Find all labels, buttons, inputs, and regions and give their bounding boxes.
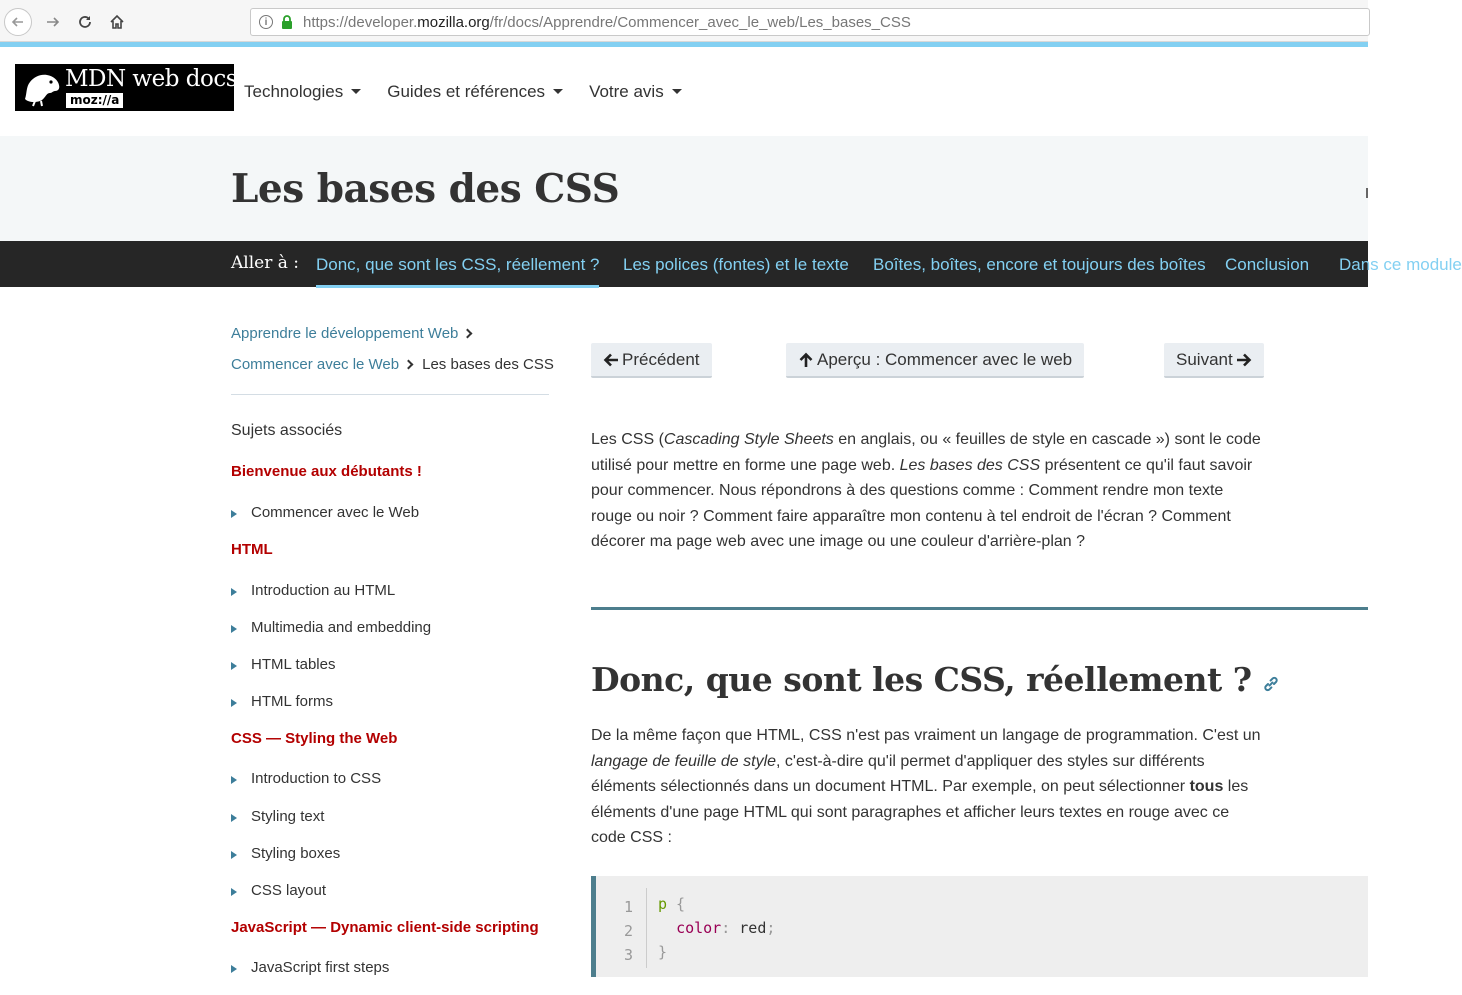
previous-button[interactable]: Précédent <box>591 343 712 378</box>
arrow-up-icon <box>798 352 814 368</box>
code-line-numbers: 1 2 3 <box>624 898 634 964</box>
jump-link-fonts[interactable]: Les polices (fontes) et le texte <box>623 255 849 274</box>
site-header <box>0 47 1368 136</box>
triangle-right-icon <box>231 776 237 784</box>
sidebar-item-css-layout[interactable]: CSS layout <box>231 882 326 899</box>
lock-icon[interactable] <box>281 15 293 29</box>
sidebar-divider <box>231 394 549 395</box>
breadcrumb <box>231 325 481 342</box>
triangle-right-icon <box>231 625 237 633</box>
breadcrumb-learn[interactable]: Apprendre le développement Web <box>231 325 459 342</box>
triangle-right-icon <box>231 699 237 707</box>
mozilla-wordmark: moz://a <box>66 93 123 108</box>
code-block <box>591 876 1368 977</box>
sidebar-section-beginners[interactable]: Bienvenue aux débutants ! <box>231 463 422 480</box>
body-paragraph: De la même façon que HTML, CSS n'est pas vraiment un langage de programmation. C'est un langage de feuille de style, c'est-à-dire qu'il permet d'appliquer des styles sur différents éléments sélectionnés dans un document HTML. Par exemple, on peut sélectionner tous les éléments d'une page HTML qui sont paragraphes et afficher leurs textes en rouge avec ce code CSS : <box>591 727 1261 847</box>
breadcrumb-row-2 <box>231 356 554 373</box>
overview-button[interactable]: Aperçu : Commencer avec le web <box>786 343 1084 378</box>
sidebar-item-intro-css[interactable]: Introduction to CSS <box>231 770 381 787</box>
browser-toolbar <box>0 0 1368 42</box>
jump-link-conclusion[interactable]: Conclusion <box>1225 255 1310 274</box>
home-icon[interactable] <box>102 7 132 37</box>
nav-technologies[interactable]: Technologies <box>244 82 361 102</box>
nav-guides[interactable]: Guides et références <box>387 82 563 102</box>
page-title: Les bases des CSS <box>231 166 620 212</box>
chevron-right-icon <box>404 360 414 370</box>
sidebar-section-css[interactable]: CSS — Styling the Web <box>231 730 398 747</box>
info-icon[interactable]: i <box>259 15 273 29</box>
url-text: https://developer.mozilla.org/fr/docs/Apprendre/Commencer_avec_le_web/Les_bases_CSS <box>303 13 911 31</box>
jump-bar <box>0 241 1462 287</box>
sidebar-item-multimedia[interactable]: Multimedia and embedding <box>231 619 431 636</box>
jump-label: Aller à : <box>231 253 300 273</box>
sidebar-item-getting-started[interactable]: Commencer avec le Web <box>231 504 419 521</box>
triangle-right-icon <box>231 510 237 518</box>
sidebar-item-html-tables[interactable]: HTML tables <box>231 656 335 673</box>
triangle-right-icon <box>231 888 237 896</box>
intro-paragraph: Les CSS (Cascading Style Sheets en anglais, ou « feuilles de style en cascade ») sont le code utilisé pour mettre en forme une page web. Les bases des CSS présentent ce qu'il faut savoir pour commencer. Nous répondrons à des questions comme : Comment rendre mon texte rouge ou noir ? Comment faire apparaître mon contenu à tel endroit de l'écran ? Comment décorer ma page web avec une image ou une couleur d'arrière-plan ? <box>591 431 1261 551</box>
jump-link-what-is-css[interactable]: Donc, que sont les CSS, réellement ? <box>316 255 599 288</box>
sidebar-item-styling-boxes[interactable]: Styling boxes <box>231 845 340 862</box>
breadcrumb-current: Les bases des CSS <box>422 356 554 373</box>
reload-icon[interactable] <box>70 7 100 37</box>
triangle-right-icon <box>231 814 237 822</box>
main-nav <box>244 82 708 102</box>
section-heading: Donc, que sont les CSS, réellement ? <box>591 660 1280 699</box>
section-divider <box>591 607 1368 610</box>
title-band <box>0 136 1368 241</box>
code-gutter-divider <box>646 888 647 968</box>
address-bar[interactable] <box>250 8 1370 36</box>
jump-link-boxes[interactable]: Boîtes, boîtes, encore et toujours des boîtes <box>873 255 1206 274</box>
triangle-right-icon <box>231 588 237 596</box>
jump-link-module[interactable]: Dans ce module <box>1339 255 1462 274</box>
back-arrow-icon[interactable] <box>4 8 32 36</box>
triangle-right-icon <box>231 965 237 973</box>
arrow-left-icon <box>603 352 619 368</box>
caret-down-icon <box>351 89 361 94</box>
sidebar-item-styling-text[interactable]: Styling text <box>231 808 324 825</box>
dinosaur-icon <box>21 69 63 107</box>
related-topics-title: Sujets associés <box>231 422 343 439</box>
forward-arrow-icon[interactable] <box>38 7 68 37</box>
permalink-icon[interactable] <box>1262 675 1280 693</box>
triangle-right-icon <box>231 662 237 670</box>
nav-feedback[interactable]: Votre avis <box>589 82 682 102</box>
code-content: p { color: red; } <box>658 895 776 961</box>
breadcrumb-getting-started[interactable]: Commencer avec le Web <box>231 356 400 373</box>
caret-down-icon <box>672 89 682 94</box>
sidebar-item-js-first-steps[interactable]: JavaScript first steps <box>231 959 389 976</box>
sidebar-section-html[interactable]: HTML <box>231 541 273 558</box>
next-button[interactable]: Suivant <box>1164 343 1264 378</box>
arrow-right-icon <box>1236 352 1252 368</box>
logo-text: MDN web docs <box>65 66 238 92</box>
caret-down-icon <box>553 89 563 94</box>
toolbar-edge <box>1366 188 1368 198</box>
sidebar-item-html-forms[interactable]: HTML forms <box>231 693 333 710</box>
chevron-right-icon <box>463 329 473 339</box>
sidebar-item-intro-html[interactable]: Introduction au HTML <box>231 582 395 599</box>
mdn-logo[interactable] <box>15 64 238 111</box>
sidebar-section-javascript[interactable]: JavaScript — Dynamic client-side scripting <box>231 919 539 936</box>
triangle-right-icon <box>231 851 237 859</box>
